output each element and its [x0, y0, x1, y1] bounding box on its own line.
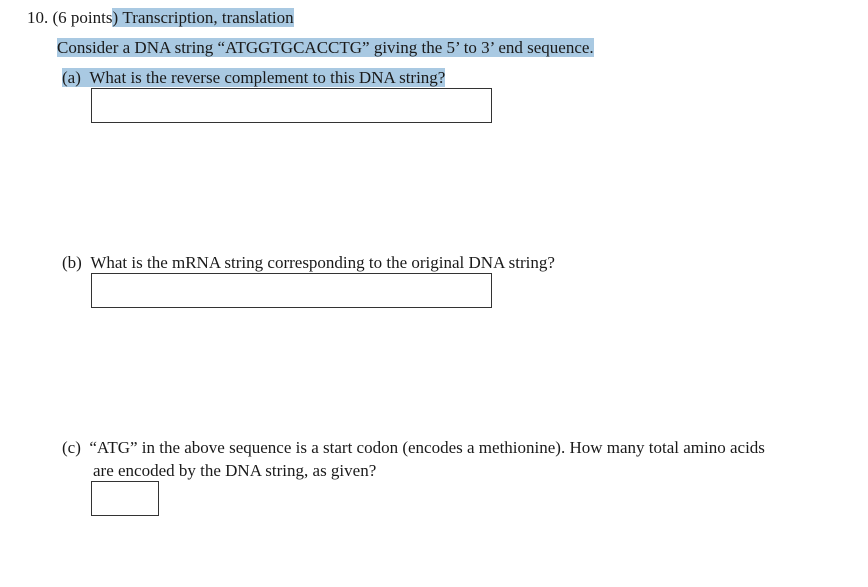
- question-points: (6 points: [52, 8, 113, 27]
- part-a-label: (a): [62, 68, 81, 87]
- question-points-close: ): [112, 8, 119, 27]
- part-c-text-line2: are encoded by the DNA string, as given?: [93, 461, 377, 480]
- part-b-prompt: [62, 253, 555, 273]
- question-intro: Consider a DNA string “ATGGTGCACCTG” giving the 5’ to 3’ end sequence.: [57, 38, 594, 57]
- question-intro-line: [57, 38, 594, 58]
- part-c-answer-box[interactable]: [91, 481, 159, 516]
- part-c-label: (c): [62, 438, 81, 457]
- part-b-answer-box[interactable]: [91, 273, 492, 308]
- part-b-text: What is the mRNA string corresponding to the original DNA string?: [90, 253, 555, 272]
- question-number: 10.: [27, 8, 49, 27]
- part-c-prompt-line2: [93, 461, 376, 481]
- question-topic: Transcription, translation: [122, 8, 294, 27]
- part-c-text-line1: “ATG” in the above sequence is a start codon (encodes a methionine). How many total amino acids: [89, 438, 765, 457]
- part-a-text: What is the reverse complement to this DNA string?: [89, 68, 446, 87]
- part-b-label: (b): [62, 253, 82, 272]
- question-header: [27, 8, 294, 28]
- part-c-prompt: [62, 438, 765, 458]
- part-a-prompt: [62, 68, 445, 88]
- part-a-answer-box[interactable]: [91, 88, 492, 123]
